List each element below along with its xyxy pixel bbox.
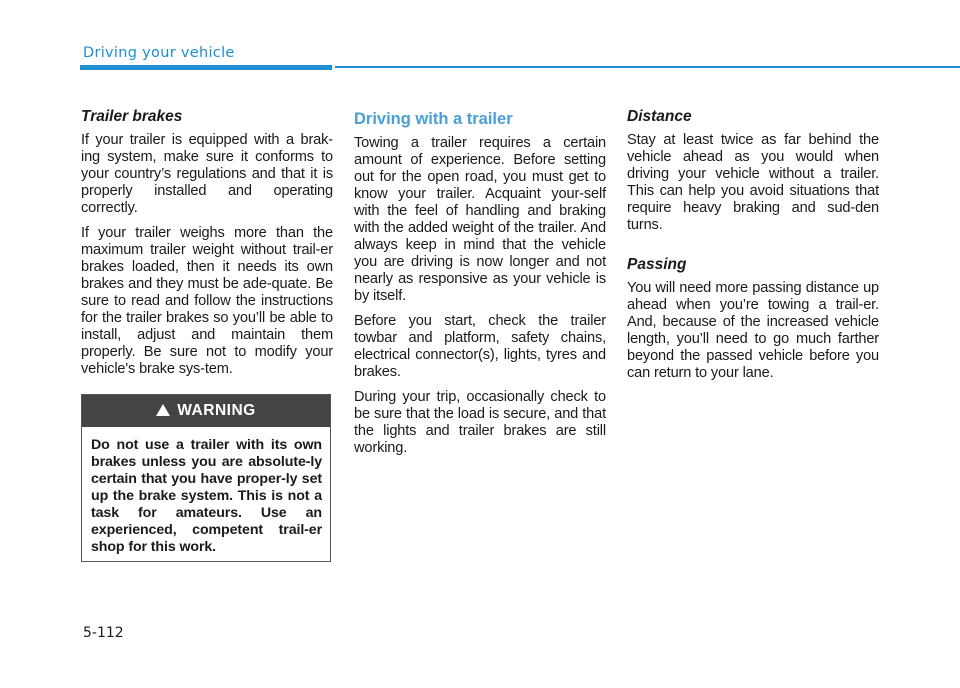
warning-title: WARNING [177,402,256,419]
passing-paragraph: You will need more passing distance up ahead when you’re towing a trail-er. And, because of the increased vehicle length, you’ll need to go much farther beyond the passed vehicle before you can return to your lane. [627,280,879,381]
column-middle [354,108,606,465]
driving-with-trailer-paragraph-1: Towing a trailer requires a certain amount of experience. Before setting out for the open road, you must get to know your trailer. Acquaint your-self with the feel of handling and braking with the added weight of the trailer. And always keep in mind that the vehicle you are driving is now longer and not nearly as responsive as your vehicle is by itself. [354,135,606,304]
header-rule-thick [80,65,332,70]
warning-header [82,395,330,427]
warning-box [81,394,331,562]
page-number: 5-112 [83,625,124,641]
trailer-brakes-paragraph-2: If your trailer weighs more than the maximum trailer weight without trail-er brakes loaded, then it needs its own brakes and they must be ade-quate. Be sure to read and follow the instructions for the trailer brakes so you’ll be able to install, adjust and maintain them properly. Be sure not to modify your vehicle's brake sys-tem. [81,225,333,377]
driving-with-trailer-paragraph-3: During your trip, occasionally check to be sure that the load is secure, and that the lights and trailer brakes are still working. [354,389,606,456]
section-title: Driving your vehicle [83,45,235,61]
driving-with-trailer-paragraph-2: Before you start, check the trailer towbar and platform, safety chains, electrical connector(s), lights, tyres and brakes. [354,313,606,380]
distance-paragraph: Stay at least twice as far behind the vehicle ahead as you would when driving your vehicle without a trailer. This can help you avoid situations that require heavy braking and sud-den turns. [627,132,879,233]
trailer-brakes-heading: Trailer brakes [81,108,183,125]
header-rule-thin [335,66,960,68]
distance-heading: Distance [627,108,692,125]
column-left [81,108,333,386]
trailer-brakes-paragraph-1: If your trailer is equipped with a brak-ing system, make sure it conforms to your country’s regulations and that it is properly installed and operating correctly. [81,132,333,216]
driving-with-trailer-heading: Driving with a trailer [354,110,513,128]
column-right [627,108,879,390]
warning-text: Do not use a trailer with its own brakes unless you are absolute-ly certain that you have proper-ly set up the brake system. This is not a task for amateurs. Use an experienced, competent trail-er shop for this work. [91,437,322,555]
warning-triangle-icon [156,404,170,416]
passing-heading: Passing [627,256,687,273]
